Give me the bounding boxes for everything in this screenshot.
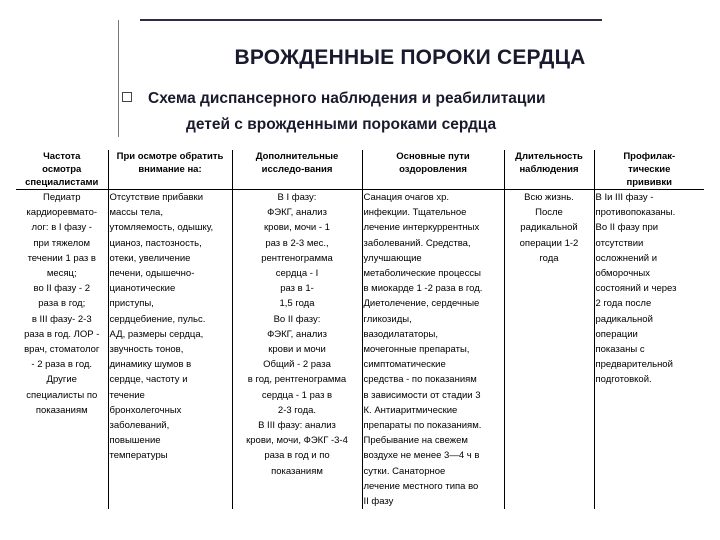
header-vaccinations: Профилак- тические прививки xyxy=(623,151,676,188)
subtitle-line-2: детей с врожденными пороками сердца xyxy=(186,116,497,133)
subtitle-line-1: Схема диспансерного наблюдения и реабилитации xyxy=(148,90,546,107)
slide-title: ВРОЖДЕННЫЕ ПОРОКИ СЕРДЦА xyxy=(234,46,586,69)
header-additional-exams: Дополнительные исследо-вания xyxy=(232,150,362,190)
observation-scheme-table xyxy=(16,150,704,509)
table-row xyxy=(16,190,704,510)
cell-attention: Отсутствие прибавки массы тела, утомляемость, одышку, цианоз, пастозность, отеки, увеличение печени, одышечно- цианотические приступы, сердцебиение, пульс. АД, размеры сердца, звучность тонов, динамику шумов в сердце, частоту и течение бронхолегочных заболеваний, повышение температуры xyxy=(108,190,232,510)
cell-duration: Всю жизнь. После радикальной операции 1-2 года xyxy=(504,190,594,510)
hollow-square-bullet-icon xyxy=(122,92,132,102)
header-duration: Длительность наблюдения xyxy=(504,150,594,190)
cell-frequency: Педиатр кардиоревмато- лог: в I фазу - при тяжелом течении 1 раз в месяц; во II фазу - 2 раза в год; в III фазу- 2-3 раза в год. ЛОР - врач, стоматолог - 2 раза в год. Другие специалисты по показаниям xyxy=(16,190,108,510)
header-attention: При осмотре обратить внимание на: xyxy=(108,150,232,190)
left-decorative-rule xyxy=(118,20,119,137)
cell-recovery-paths: Санация очагов хр. инфекции. Тщательное лечение интеркуррентных заболеваний. Средства, улучшающие метаболические процессы в миокарде 1 -2 раза в год. Диетолечение, сердечные гликозиды, вазодилататоры, мочегонные препараты, симптоматические средства - по показаниям в зависимости от стадии 3 К. Антиаритмические препараты по показаниям. Пребывание на свежем воздухе не менее 3—4 ч в сутки. Санаторное лечение местного типа во II фазу xyxy=(362,190,504,510)
top-decorative-rule xyxy=(140,19,602,21)
slide-subtitle xyxy=(148,86,668,138)
header-frequency: Частота осмотра специалистами xyxy=(16,150,108,190)
cell-vaccinations: В Iи III фазу - противопоказаны. Во II фазу при отсутствии осложнений и обморочных состояний и через 2 года после радикальной операции показаны с предварительной подготовкой. xyxy=(595,192,677,386)
table-header-row xyxy=(16,150,704,190)
header-recovery-paths: Основные пути оздоровления xyxy=(362,150,504,190)
cell-additional-exams: В I фазу: ФЭКГ, анализ крови, мочи - 1 раз в 2-3 мес., рентгенограмма сердца - I раз в 1- 1,5 года Во II фазу: ФЭКГ, анализ крови и мочи Общий - 2 раза в год, рентгенограмма сердца - 1 раз в 2-3 года. В III фазу: анализ крови, мочи, ФЭКГ -3-4 раза в год и по показаниям xyxy=(232,190,362,510)
